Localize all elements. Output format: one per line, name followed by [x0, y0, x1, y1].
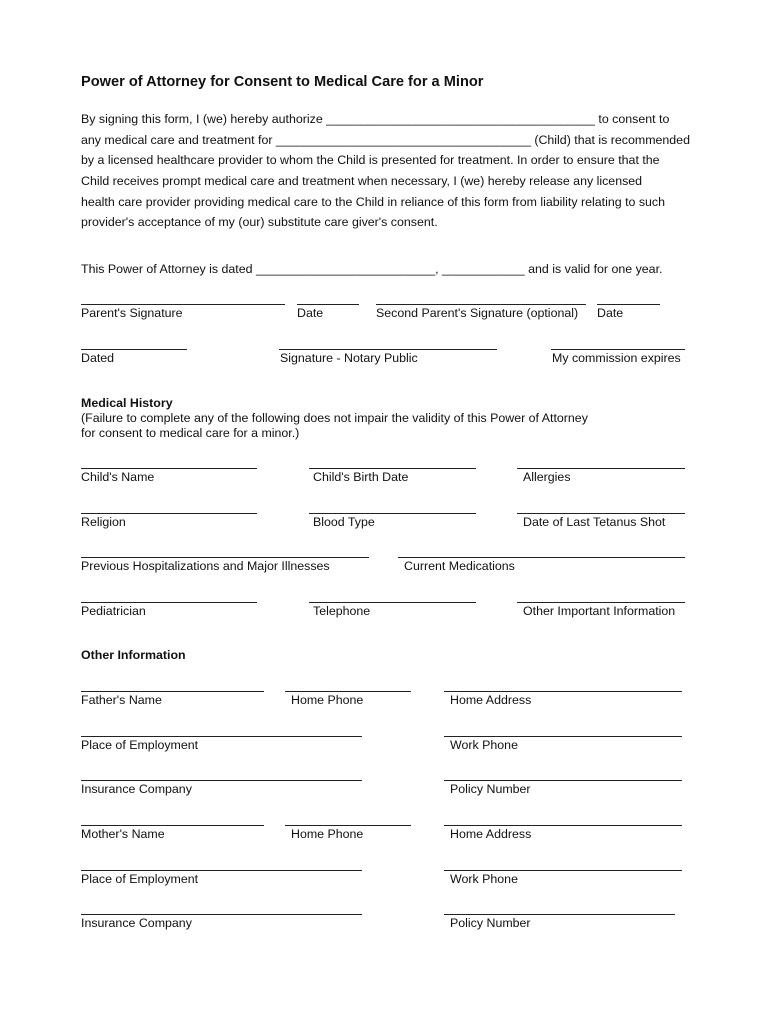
intro-text: (Child) that is recommended — [530, 133, 690, 147]
place-of-employment-label: Place of Employment — [81, 738, 199, 752]
place-of-employment-field[interactable] — [81, 736, 362, 737]
pediatrician-label: Pediatrician — [81, 604, 146, 618]
medications-label: Current Medications — [404, 559, 515, 573]
authorized-person-blank[interactable]: _______________________________________ — [326, 112, 595, 126]
dated-field[interactable] — [81, 349, 187, 350]
work-phone-label: Work Phone — [450, 738, 518, 752]
intro-line-1 — [81, 112, 669, 126]
home-address-field[interactable] — [444, 691, 682, 692]
insurance-company-field[interactable] — [81, 914, 362, 915]
allergies-field[interactable] — [517, 468, 685, 469]
commission-expires-field[interactable] — [551, 349, 685, 350]
child-name-blank[interactable]: _____________________________________ — [275, 133, 531, 147]
medications-field[interactable] — [398, 557, 685, 558]
second-parent-signature-label: Second Parent's Signature (optional) — [376, 306, 579, 320]
intro-line-4: Child receives prompt medical care and treatment when necessary, I (we) hereby release any licensed — [81, 174, 643, 188]
place-of-employment-label: Place of Employment — [81, 872, 199, 886]
birth-date-label: Child's Birth Date — [313, 470, 409, 484]
commission-label: My commission expires — [552, 351, 681, 365]
other-info-heading: Other Information — [81, 648, 186, 662]
pediatrician-field[interactable] — [81, 602, 257, 603]
work-phone-field[interactable] — [444, 736, 682, 737]
work-phone-label: Work Phone — [450, 872, 518, 886]
home-phone-field[interactable] — [285, 825, 411, 826]
second-parent-date-field[interactable] — [597, 304, 660, 305]
parent-date-field[interactable] — [297, 304, 359, 305]
blood-type-field[interactable] — [309, 513, 476, 514]
policy-number-label: Policy Number — [450, 782, 531, 796]
mothers-name-label: Mother's Name — [81, 827, 165, 841]
intro-line-2 — [81, 133, 690, 147]
insurance-company-field[interactable] — [81, 780, 362, 781]
childs-name-label: Child's Name — [81, 470, 155, 484]
childs-name-field[interactable] — [81, 468, 257, 469]
home-address-field[interactable] — [444, 825, 682, 826]
religion-label: Religion — [81, 515, 126, 529]
form-title: Power of Attorney for Consent to Medical Care for a Minor — [81, 74, 484, 90]
religion-field[interactable] — [81, 513, 257, 514]
fathers-name-label: Father's Name — [81, 693, 162, 707]
fathers-name-field[interactable] — [81, 691, 264, 692]
intro-text: to consent to — [594, 112, 670, 126]
dated-text: This Power of Attorney is dated — [81, 262, 256, 276]
dated-statement — [81, 262, 662, 276]
dated-year-blank[interactable]: ____________ — [442, 262, 525, 276]
other-info-field[interactable] — [517, 602, 685, 603]
home-address-label: Home Address — [450, 827, 532, 841]
second-parent-signature-field[interactable] — [376, 304, 586, 305]
mothers-name-field[interactable] — [81, 825, 264, 826]
hospitalizations-label: Previous Hospitalizations and Major Illnesses — [81, 559, 330, 573]
intro-line-6: provider's acceptance of my (our) substitute care giver's consent. — [81, 215, 438, 229]
insurance-company-label: Insurance Company — [81, 782, 192, 796]
insurance-company-label: Insurance Company — [81, 916, 192, 930]
policy-number-field[interactable] — [444, 780, 682, 781]
intro-text: any medical care and treatment for — [81, 133, 276, 147]
dated-label: Dated — [81, 351, 115, 365]
blood-type-label: Blood Type — [313, 515, 375, 529]
parent-signature-label: Parent's Signature — [81, 306, 183, 320]
date-label: Date — [297, 306, 324, 320]
work-phone-field[interactable] — [444, 870, 682, 871]
parent-signature-field[interactable] — [81, 304, 285, 305]
home-phone-label: Home Phone — [291, 693, 364, 707]
telephone-field[interactable] — [309, 602, 476, 603]
home-address-label: Home Address — [450, 693, 532, 707]
dated-comma: , — [435, 262, 442, 276]
dated-date-blank[interactable]: __________________________ — [255, 262, 436, 276]
intro-line-5: health care provider providing medical care to the Child in reliance of this form from liability relating to such — [81, 195, 666, 209]
other-info-label: Other Important Information — [523, 604, 676, 618]
medical-note-2: for consent to medical care for a minor.) — [81, 426, 300, 440]
medical-note-1: (Failure to complete any of the following does not impair the validity of this Power of Attorney — [81, 411, 588, 425]
policy-number-field[interactable] — [444, 914, 675, 915]
tetanus-field[interactable] — [517, 513, 685, 514]
intro-text: By signing this form, I (we) hereby authorize — [81, 112, 327, 126]
tetanus-label: Date of Last Tetanus Shot — [523, 515, 666, 529]
intro-line-3: by a licensed healthcare provider to whom the Child is presented for treatment. In order to ensure that the — [81, 153, 660, 167]
birth-date-field[interactable] — [309, 468, 476, 469]
telephone-label: Telephone — [313, 604, 371, 618]
date-label: Date — [597, 306, 624, 320]
allergies-label: Allergies — [523, 470, 571, 484]
home-phone-label: Home Phone — [291, 827, 364, 841]
notary-label: Signature - Notary Public — [280, 351, 418, 365]
medical-history-heading: Medical History — [81, 396, 173, 410]
place-of-employment-field[interactable] — [81, 870, 362, 871]
policy-number-label: Policy Number — [450, 916, 531, 930]
hospitalizations-field[interactable] — [81, 557, 369, 558]
home-phone-field[interactable] — [285, 691, 411, 692]
notary-signature-field[interactable] — [279, 349, 497, 350]
dated-text: and is valid for one year. — [524, 262, 663, 276]
